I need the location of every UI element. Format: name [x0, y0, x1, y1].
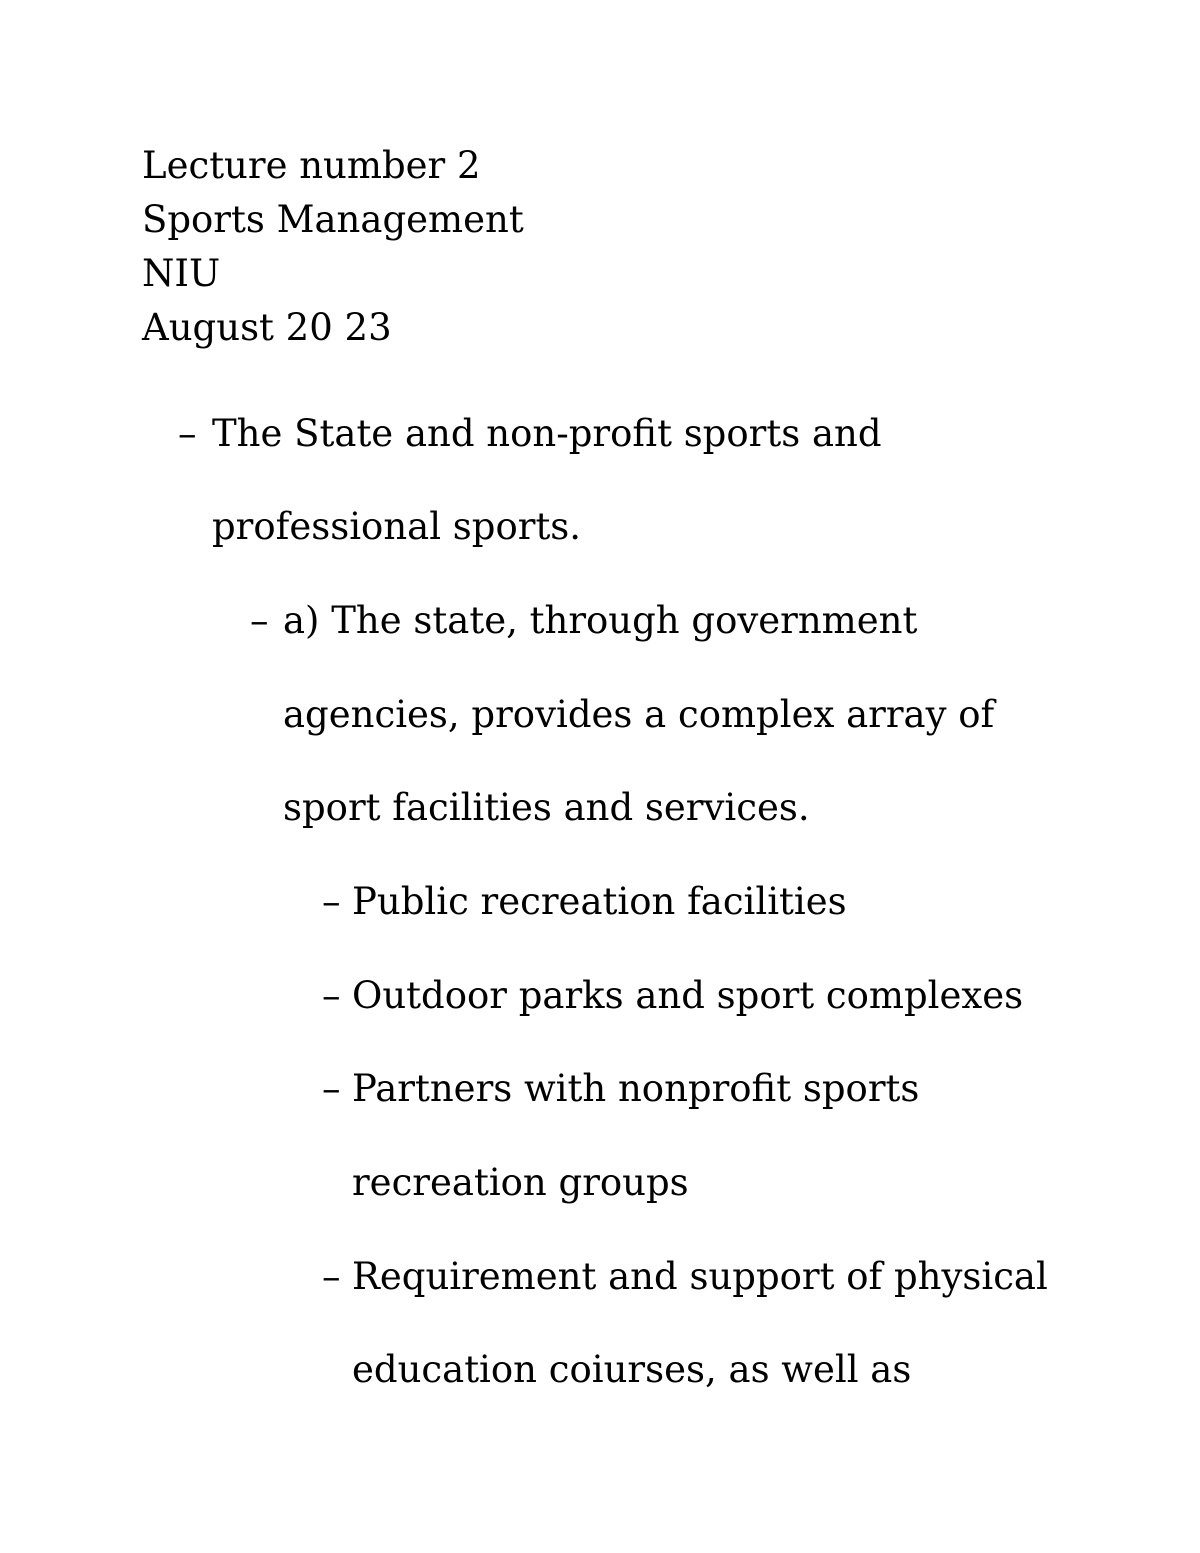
outline-level3-item3-line1: Partners with nonprofit sports — [352, 1067, 920, 1110]
document-header — [142, 139, 524, 355]
outline-level1-line1: The State and non-profit sports and — [212, 412, 882, 455]
bullet-dash-level2: – — [250, 599, 269, 642]
outline-level2-line1: a) The state, through government — [283, 599, 918, 642]
outline-level3-item2: Outdoor parks and sport complexes — [352, 974, 1024, 1017]
outline-level3-item4-line1: Requirement and support of physical — [352, 1255, 1048, 1298]
outline-level3-item1: Public recreation facilities — [352, 880, 847, 923]
bullet-dash-level1: – — [178, 412, 197, 455]
outline-level1-line2: professional sports. — [212, 505, 582, 548]
header-institution: NIU — [142, 252, 221, 295]
bullet-dash-level3: – — [322, 974, 341, 1017]
outline-level2-line3: sport facilities and services. — [283, 786, 810, 829]
header-date: August 20 23 — [142, 306, 392, 349]
outline-level3-item4-line2: education coiurses, as well as — [352, 1348, 912, 1391]
header-course-title: Sports Management — [142, 198, 524, 241]
outline-level2-line2: agencies, provides a complex array of — [283, 693, 995, 736]
bullet-dash-level3: – — [322, 880, 341, 923]
bullet-dash-level3: – — [322, 1067, 341, 1110]
outline-level3-item3-line2: recreation groups — [352, 1161, 689, 1204]
header-lecture-number: Lecture number 2 — [142, 144, 481, 187]
bullet-dash-level3: – — [322, 1255, 341, 1298]
